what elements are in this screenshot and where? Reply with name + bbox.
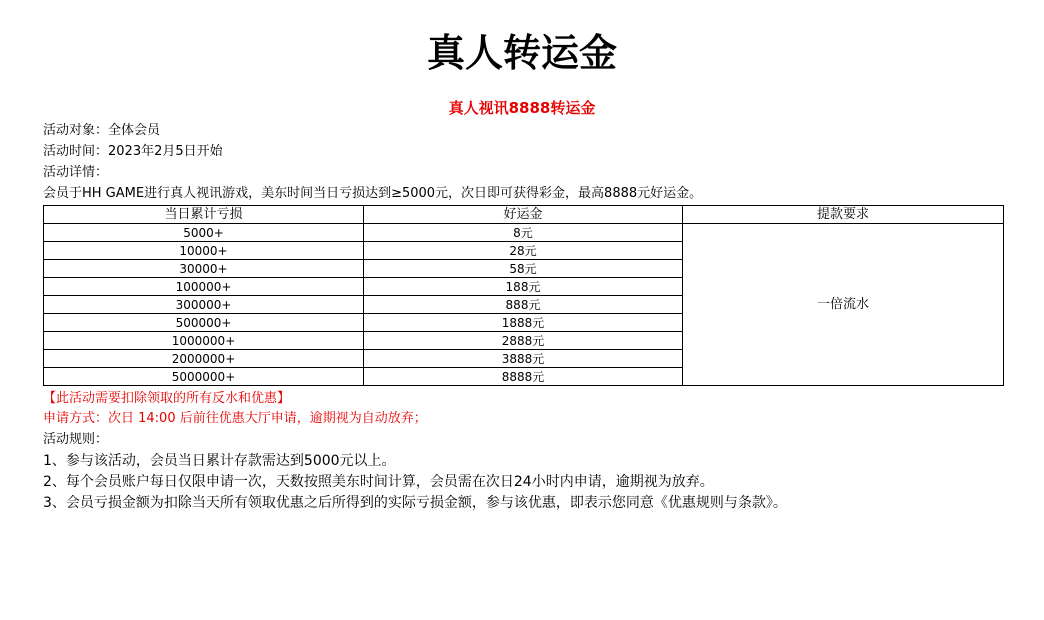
loss-cell: 10000+	[44, 242, 364, 260]
rule-item: 1、参与该活动，会员当日累计存款需达到5000元以上。	[43, 453, 396, 469]
loss-cell: 1000000+	[44, 332, 364, 350]
bonus-cell: 2888元	[364, 332, 683, 350]
bonus-cell: 28元	[364, 242, 683, 260]
bonus-table	[43, 205, 1004, 386]
deduction-notice: 【此活动需要扣除领取的所有反水和优惠】	[43, 391, 291, 406]
header-bonus: 好运金	[364, 206, 683, 224]
withdrawal-requirement-cell: 一倍流水	[683, 224, 1004, 386]
bonus-cell: 8元	[364, 224, 683, 242]
bonus-cell: 1888元	[364, 314, 683, 332]
loss-cell: 500000+	[44, 314, 364, 332]
loss-cell: 300000+	[44, 296, 364, 314]
activity-description: 会员于HH GAME进行真人视讯游戏，美东时间当日亏损达到≥5000元，次日即可获得彩金，最高8888元好运金。	[43, 186, 703, 201]
bonus-cell: 3888元	[364, 350, 683, 368]
table-header-row	[44, 206, 1004, 224]
loss-cell: 30000+	[44, 260, 364, 278]
bonus-cell: 58元	[364, 260, 683, 278]
promo-subtitle: 真人视讯8888转运金	[448, 99, 596, 117]
bonus-cell: 8888元	[364, 368, 683, 386]
rule-item: 3、会员亏损金额为扣除当天所有领取优惠之后所得到的实际亏损金额，参与该优惠，即表示您同意《优惠规则与条款》。	[43, 495, 787, 511]
loss-cell: 2000000+	[44, 350, 364, 368]
rule-item: 2、每个会员账户每日仅限申请一次，天数按照美东时间计算，会员需在次日24小时内申请，逾期视为放弃。	[43, 474, 714, 490]
header-daily-loss: 当日累计亏损	[44, 206, 364, 224]
application-method: 申请方式：次日 14:00 后前往优惠大厅申请，逾期视为自动放弃；	[43, 411, 427, 426]
header-withdrawal: 提款要求	[683, 206, 1004, 224]
loss-cell: 100000+	[44, 278, 364, 296]
activity-details-label: 活动详情：	[43, 165, 109, 180]
page-title: 真人转运金	[426, 31, 617, 75]
loss-cell: 5000000+	[44, 368, 364, 386]
bonus-cell: 888元	[364, 296, 683, 314]
table-row	[44, 224, 1004, 242]
bonus-cell: 188元	[364, 278, 683, 296]
activity-time: 活动时间：2023年2月5日开始	[43, 144, 223, 159]
loss-cell: 5000+	[44, 224, 364, 242]
rules-heading: 活动规则：	[43, 432, 109, 447]
activity-target: 活动对象：全体会员	[43, 123, 161, 138]
